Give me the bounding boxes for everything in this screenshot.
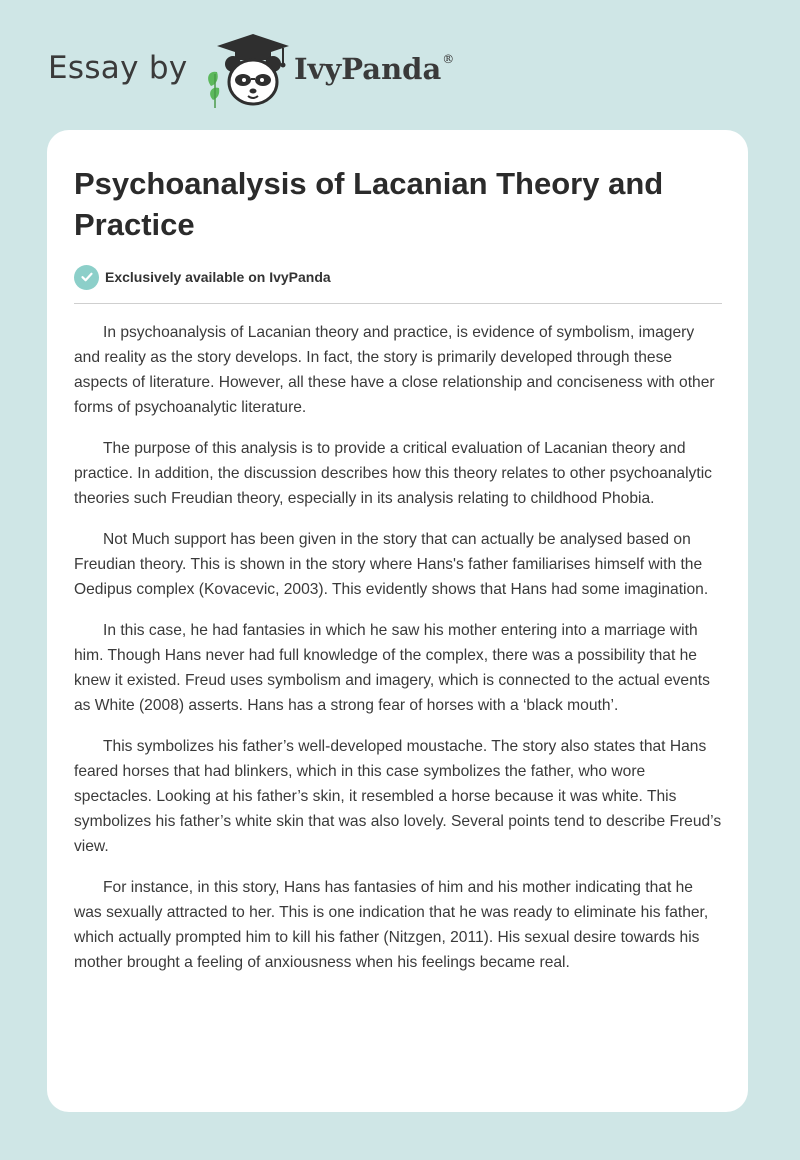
divider bbox=[74, 303, 722, 304]
paragraph: In psychoanalysis of Lacanian theory and practice, is evidence of symbolism, imagery and reality as the story develops. In fact, the story is primarily developed through these aspects of literature. However, all these have a close relationship and conciseness with other forms of psychoanalytic literature. bbox=[74, 324, 715, 416]
paragraph: This symbolizes his father’s well-developed moustache. The story also states that Hans feared horses that had blinkers, which in this case symbolizes the father, who wore spectacles. Looking at his father’s skin, it resembled a horse because it was white. This symbolizes his father’s white skin that was also lovely. Several points tend to describe Freud’s view. bbox=[74, 738, 722, 855]
essay-title: Psychoanalysis of Lacanian Theory and Practice bbox=[74, 166, 664, 242]
site-header bbox=[48, 30, 748, 110]
registered-mark: ® bbox=[442, 52, 455, 66]
paragraph: For instance, in this story, Hans has fantasies of him and his mother indicating that he was sexually attracted to her. This is one indication that he was ready to eliminate his father, which actually prompted him to kill his father (Nitzgen, 2011). His sexual desire towards his mother brought a feeling of anxiousness when his feelings became real. bbox=[74, 879, 709, 971]
paragraph: Not Much support has been given in the story that can actually be analysed based on Freudian theory. This is shown in the story where Hans's father familiarises himself with the Oedipus complex (Kovacevic, 2003). This evidently shows that Hans had some imagination. bbox=[74, 531, 709, 598]
checkmark-icon bbox=[74, 265, 99, 290]
essay-card bbox=[47, 130, 748, 1112]
paragraph: The purpose of this analysis is to provide a critical evaluation of Lacanian theory and practice. In addition, the discussion describes how this theory relates to other psychoanalytic theories such Freudian theory, especially in its analysis relating to childhood Phobia. bbox=[74, 440, 712, 507]
exclusive-badge-label: Exclusively available on IvyPanda bbox=[105, 269, 331, 285]
paragraph: In this case, he had fantasies in which he saw his mother entering into a marriage with him. Though Hans never had full knowledge of the complex, there was a possibility that he knew it existed. Freud uses symbolism and imagery, which is connected to the actual events as White (2008) asserts. Hans has a strong fear of horses with a ‘black mouth’. bbox=[74, 622, 710, 714]
essay-by-label: Essay by bbox=[48, 50, 188, 86]
panda-graduation-cap-icon[interactable] bbox=[203, 30, 293, 110]
exclusive-badge bbox=[74, 264, 331, 290]
essay-body bbox=[74, 320, 724, 991]
brand-name[interactable]: IvyPanda® bbox=[294, 52, 455, 86]
